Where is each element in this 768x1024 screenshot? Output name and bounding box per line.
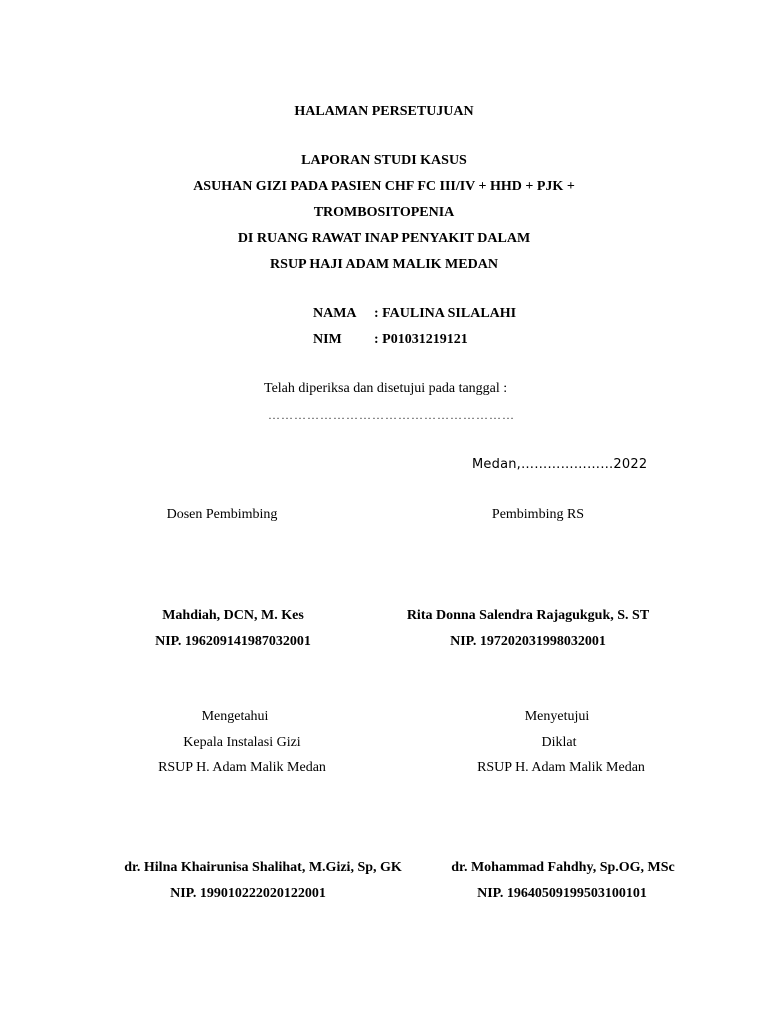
report-title-line-3: DI RUANG RAWAT INAP PENYAKIT DALAM — [237, 231, 531, 246]
right-role: Pembimbing RS — [491, 507, 585, 522]
name-value: : FAULINA SILALAHI — [374, 306, 517, 321]
name-label: NAMA — [313, 306, 357, 321]
nim-value: : P01031219121 — [374, 332, 468, 347]
report-type: LAPORAN STUDI KASUS — [301, 153, 467, 168]
bottom-right-signer-nip: NIP. 19640509199503100101 — [477, 886, 647, 901]
bottom-right-signer-name: dr. Mohammad Fahdhy, Sp.OG, MSc — [451, 860, 675, 875]
right-approval-line-1: Menyetujui — [524, 709, 590, 724]
report-title-line-2: TROMBOSITOPENIA — [313, 205, 455, 220]
report-title-line-1: ASUHAN GIZI PADA PASIEN CHF FC III/IV + HHD + PJK + — [193, 179, 575, 194]
approval-date-dots: ………………………………………………… — [268, 408, 515, 422]
left-approval-line-3: RSUP H. Adam Malik Medan — [158, 760, 326, 775]
left-signer-name: Mahdiah, DCN, M. Kes — [162, 608, 304, 623]
right-approval-line-3: RSUP H. Adam Malik Medan — [477, 760, 645, 775]
right-signer-nip: NIP. 197202031998032001 — [450, 634, 606, 649]
left-approval-line-1: Mengetahui — [201, 709, 269, 724]
right-signer-name: Rita Donna Salendra Rajagukguk, S. ST — [406, 608, 650, 623]
left-role: Dosen Pembimbing — [166, 507, 278, 522]
report-title-line-4: RSUP HAJI ADAM MALIK MEDAN — [270, 257, 498, 272]
nim-label: NIM — [313, 332, 342, 347]
approval-statement: Telah diperiksa dan disetujui pada tanggal : — [264, 381, 508, 396]
left-signer-nip: NIP. 196209141987032001 — [155, 634, 311, 649]
place-date: Medan,…………………2022 — [472, 457, 648, 472]
bottom-left-signer-nip: NIP. 199010222020122001 — [170, 886, 326, 901]
page-heading: HALAMAN PERSETUJUAN — [294, 104, 474, 119]
bottom-left-signer-name: dr. Hilna Khairunisa Shalihat, M.Gizi, Sp, GK — [124, 860, 402, 875]
right-approval-line-2: Diklat — [541, 735, 577, 750]
left-approval-line-2: Kepala Instalasi Gizi — [183, 735, 301, 750]
